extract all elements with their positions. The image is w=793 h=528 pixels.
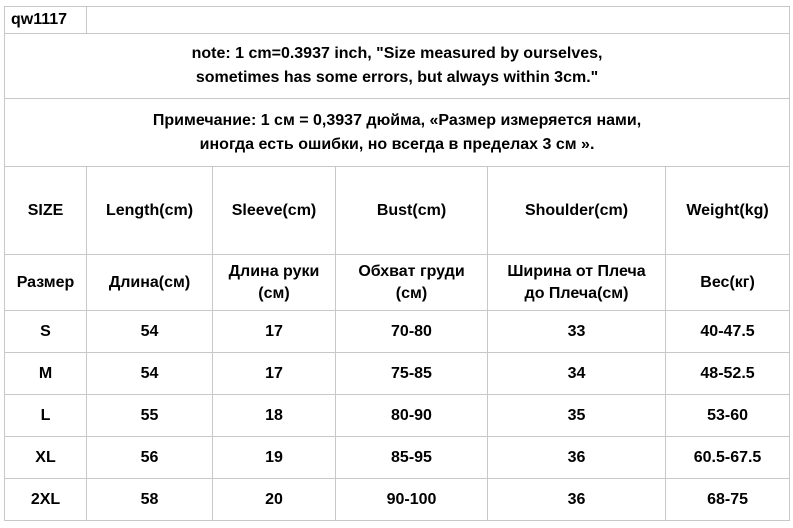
cell-bust: 85-95 [336,437,488,479]
cell-weight: 53-60 [666,395,790,437]
cell-size: L [5,395,87,437]
cell-length: 54 [87,353,213,395]
header-ru-size-line-1: Размер [16,273,75,291]
cell-bust: 70-80 [336,311,488,353]
table-row [5,311,790,353]
note-english-line-2: sometimes has some errors, but always within 3cm." [195,69,599,86]
header-ru-shoulder-line-2: до Плеча(см) [524,284,629,302]
header-ru-sleeve-line-1: Длина руки [228,262,320,280]
note-english [5,34,790,99]
header-ru-shoulder-line-1: Ширина от Плеча [507,262,646,280]
header-ru-bust-line-1: Обхват груди [358,262,465,280]
header-length: Length(cm) [87,167,213,255]
code-row [5,7,790,34]
header-sleeve: Sleeve(cm) [213,167,336,255]
header-ru-bust [336,255,488,311]
cell-weight: 40-47.5 [666,311,790,353]
header-ru-bust-line-2: (см) [395,284,428,302]
note-russian-line-2: иногда есть ошибки, но всегда в пределах 3 см ». [199,135,595,153]
note-russian [5,99,790,167]
table-row [5,395,790,437]
note-russian-line-1: Примечание: 1 см = 0,3937 дюйма, «Размер измеряется нами, [152,111,642,129]
header-ru-length [87,255,213,311]
header-ru-sleeve-line-2: (см) [258,284,290,302]
cell-shoulder: 36 [488,437,666,479]
table-row [5,437,790,479]
header-weight: Weight(kg) [666,167,790,255]
cell-sleeve: 19 [213,437,336,479]
cell-sleeve: 20 [213,479,336,521]
code-row-empty-cell [87,7,790,34]
cell-bust: 75-85 [336,353,488,395]
cell-sleeve: 18 [213,395,336,437]
cell-length: 54 [87,311,213,353]
cell-shoulder: 33 [488,311,666,353]
cell-weight: 60.5-67.5 [666,437,790,479]
cell-bust: 80-90 [336,395,488,437]
cell-size: XL [5,437,87,479]
table-row [5,479,790,521]
cell-length: 58 [87,479,213,521]
cell-shoulder: 36 [488,479,666,521]
cell-length: 55 [87,395,213,437]
cell-shoulder: 34 [488,353,666,395]
header-en-row [5,167,790,255]
cell-shoulder: 35 [488,395,666,437]
header-ru-weight [666,255,790,311]
table-row [5,353,790,395]
note-en-row [5,34,790,99]
cell-weight: 48-52.5 [666,353,790,395]
cell-sleeve: 17 [213,353,336,395]
cell-size: S [5,311,87,353]
header-ru-row [5,255,790,311]
cell-size: 2XL [5,479,87,521]
note-ru-row [5,99,790,167]
header-shoulder: Shoulder(cm) [488,167,666,255]
header-ru-shoulder [488,255,666,311]
cell-size: M [5,353,87,395]
header-bust: Bust(cm) [336,167,488,255]
cell-sleeve: 17 [213,311,336,353]
header-ru-weight-line-1: Вес(кг) [700,273,755,291]
cell-weight: 68-75 [666,479,790,521]
size-chart-table [4,6,790,521]
product-code: qw1117 [5,7,87,34]
cell-length: 56 [87,437,213,479]
note-english-line-1: note: 1 cm=0.3937 inch, "Size measured by ourselves, [191,45,603,62]
header-ru-sleeve [213,255,336,311]
header-ru-length-line-1: Длина(см) [108,273,191,291]
header-ru-size [5,255,87,311]
header-size: SIZE [5,167,87,255]
cell-bust: 90-100 [336,479,488,521]
